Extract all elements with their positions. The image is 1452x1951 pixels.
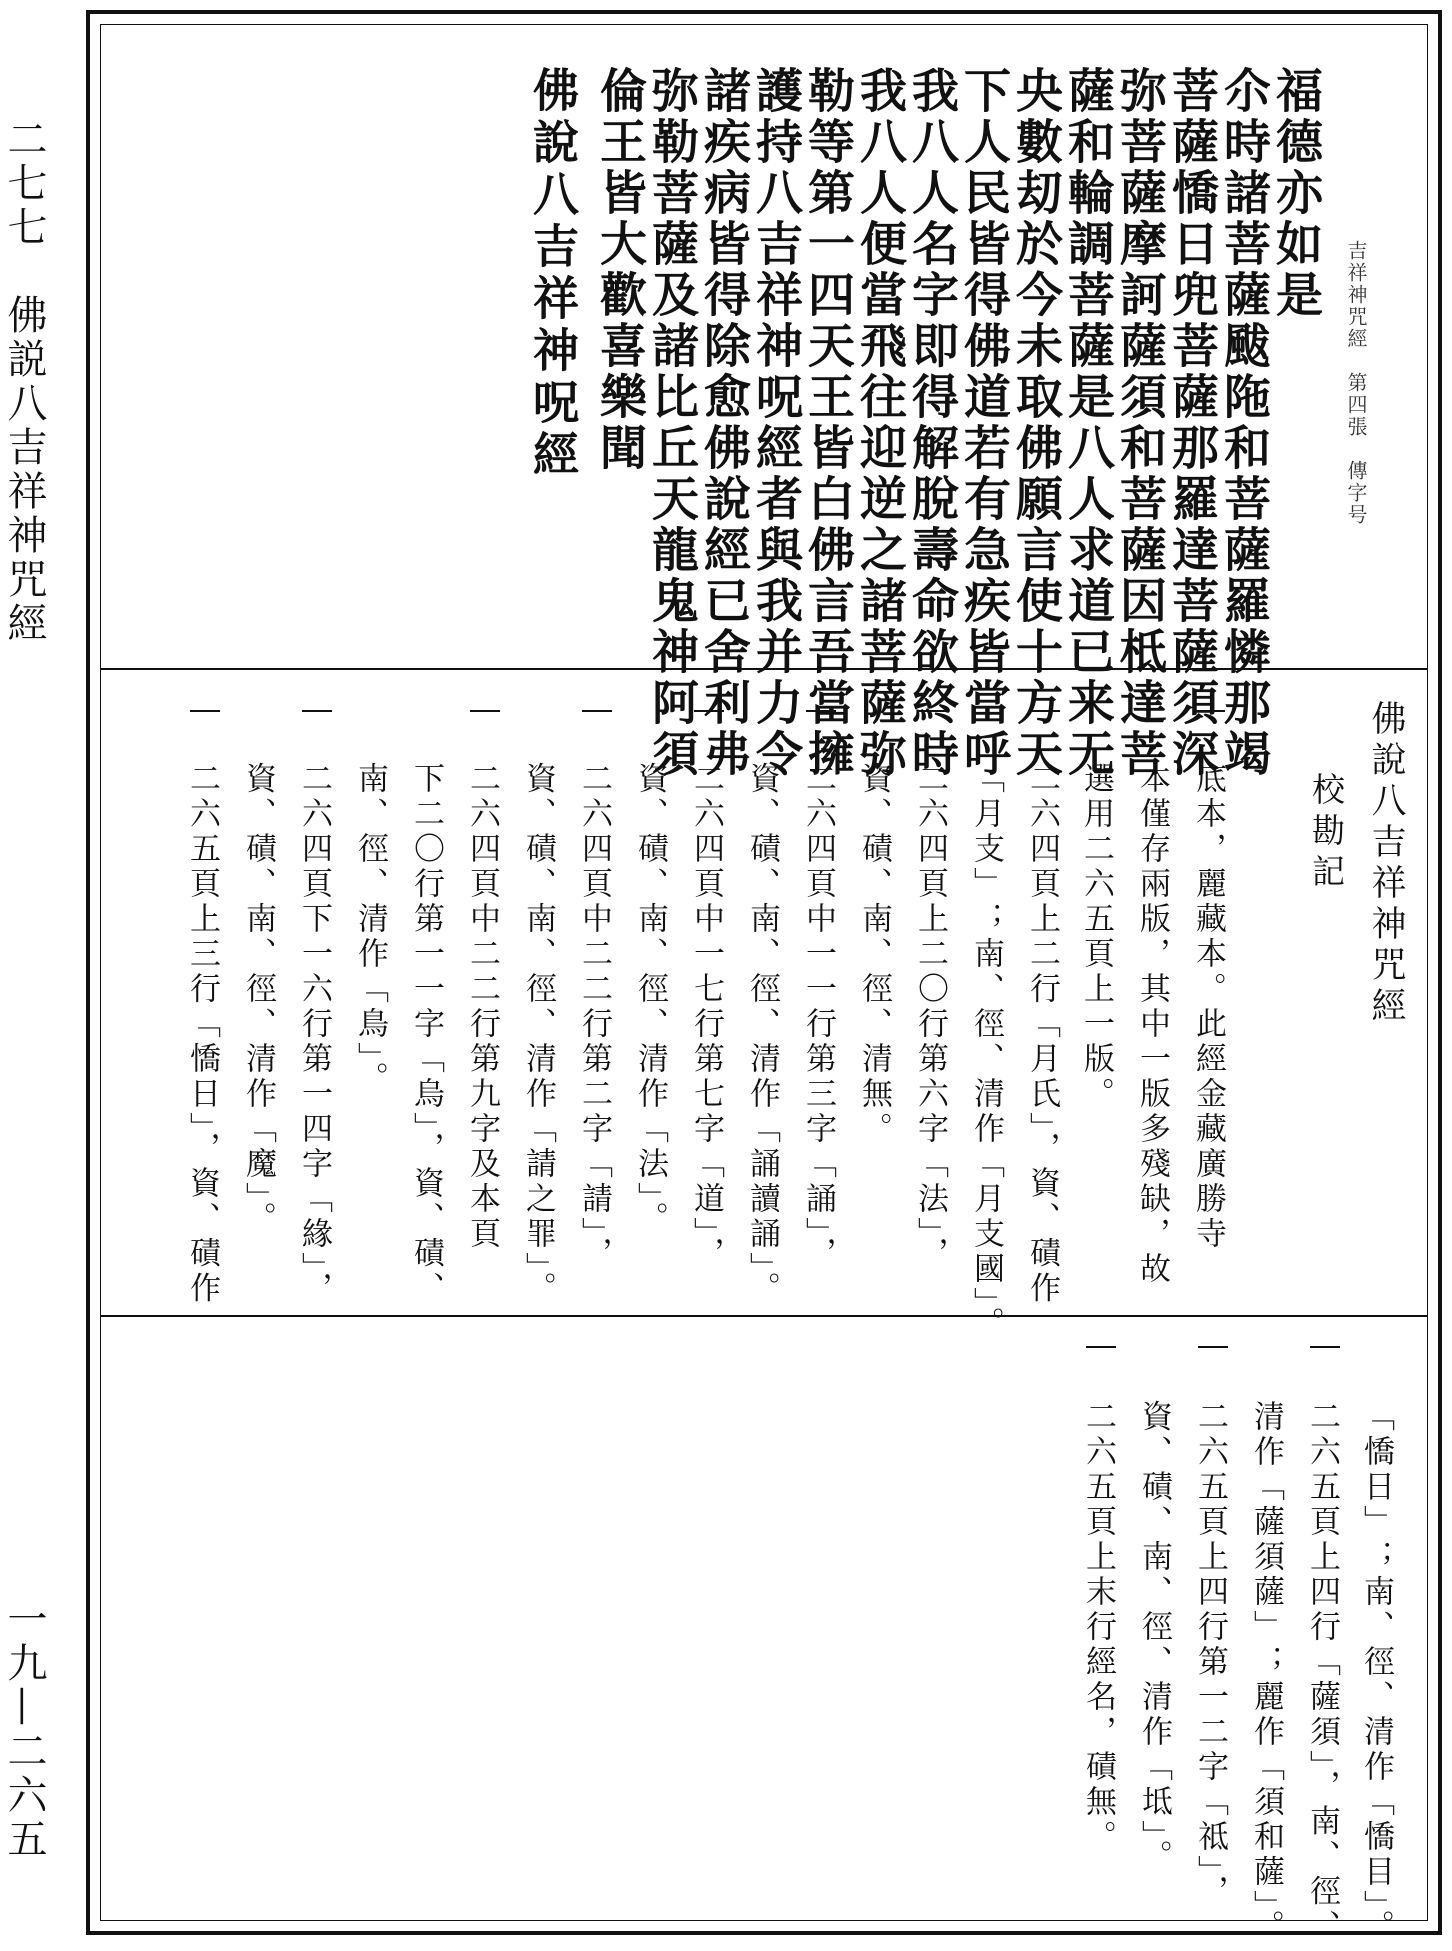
collation-line: 資、磧、南、徑、清作「魔」。 bbox=[240, 762, 276, 1237]
collation-line: 二六五頁上四行第一二字「祗」， bbox=[1192, 1400, 1228, 1910]
sutra-line: 尒時諸菩薩颰陁和菩薩羅憐那竭 bbox=[1216, 66, 1271, 780]
collation-line: 清作「薩須薩」；麗作「須和薩」。 bbox=[1248, 1400, 1284, 1945]
collation-line: 資、磧、南、徑、清作「法」。 bbox=[632, 762, 668, 1237]
sutra-line: 央數刧於今未取佛願言使十方天 bbox=[1008, 66, 1063, 780]
collation-line: 二六四頁中一一行第三字「誦」， bbox=[800, 762, 836, 1272]
collation-line: 資、磧、南、徑、清作「請之罪」。 bbox=[520, 762, 556, 1307]
sutra-end-title: 佛說八吉祥神呪經 bbox=[526, 66, 580, 482]
volume-label: 二七七 佛説八吉祥神咒經 bbox=[1, 118, 47, 646]
collation-line: 「月支」；南、徑、清作「月支國」。 bbox=[968, 762, 1004, 1342]
collation-line: 選用二六五頁上一版。 bbox=[1078, 762, 1114, 1112]
collation-line: 「憍日」；南、徑、清作「憍目」。 bbox=[1358, 1400, 1394, 1945]
collation-line: 二六四頁下一六行第一四字「緣」， bbox=[296, 762, 332, 1307]
handwritten-note: 吉祥神咒經 第四張 傳字号 bbox=[1344, 240, 1368, 526]
sutra-line: 弥菩薩摩訶薩須和菩薩因柢達菩 bbox=[1112, 66, 1167, 780]
sutra-line: 我八人名字即得解脫壽命欲終時 bbox=[904, 66, 959, 780]
collation-line: 資、磧、南、徑、清作「誦讀誦」。 bbox=[744, 762, 780, 1307]
page-number: 一九—二六五 bbox=[1, 1598, 47, 1862]
collation-line: 南、徑、清作「鳥」。 bbox=[352, 762, 388, 1097]
collation-line: 下二〇行第一一字「烏」，資、磧、 bbox=[408, 762, 444, 1307]
collation-line: 二六四頁中二二行第九字及本頁 bbox=[464, 762, 500, 1252]
note-marker bbox=[1195, 710, 1225, 712]
note-marker bbox=[582, 710, 612, 712]
sutra-line: 倫王皆大歡喜樂聞 bbox=[592, 66, 647, 474]
note-marker bbox=[470, 710, 500, 712]
collation-line: 二六四頁中二二行第二字「請」， bbox=[576, 762, 612, 1272]
note-marker bbox=[1310, 1346, 1340, 1348]
sutra-line: 下人民皆得佛道若有急疾皆當呼 bbox=[956, 66, 1011, 780]
collation-line: 二六四頁上二行「月氏」，資、磧作 bbox=[1024, 762, 1060, 1307]
collation-line: 二六四頁中一七行第七字「道」， bbox=[688, 762, 724, 1272]
sutra-line: 勒等第一四天王皆白佛言吾當擁 bbox=[800, 66, 855, 780]
collation-line: 本僅存兩版，其中一版多殘缺，故 bbox=[1134, 762, 1170, 1287]
note-marker bbox=[1030, 710, 1060, 712]
sutra-line: 弥勒菩薩及諸比丘天龍鬼神阿須 bbox=[644, 66, 699, 780]
note-marker bbox=[1086, 1346, 1116, 1348]
collation-line: 二六五頁上四行「薩須」，南、徑、 bbox=[1304, 1400, 1340, 1945]
collation-line: 資、磧、南、徑、清作「坻」。 bbox=[1136, 1400, 1172, 1875]
sutra-line: 護持八吉祥神呪經者與我并力令 bbox=[748, 66, 803, 780]
sutra-line: 諸疾病皆得除愈佛說經已舍利弗 bbox=[696, 66, 751, 780]
collation-line: 底本，麗藏本。此經金藏廣勝寺 bbox=[1190, 762, 1226, 1252]
collation-line: 二六五頁上末行經名，磧無。 bbox=[1080, 1400, 1116, 1855]
sutra-line: 福德亦如是 bbox=[1268, 66, 1323, 321]
sutra-line: 薩和輪調菩薩是八人求道已来无 bbox=[1060, 66, 1115, 780]
section-divider-bottom bbox=[101, 1315, 1427, 1317]
collation-title: 佛說八吉祥神咒經 bbox=[1366, 700, 1406, 1028]
note-marker bbox=[694, 710, 724, 712]
note-marker bbox=[1198, 1346, 1228, 1348]
note-marker bbox=[918, 710, 948, 712]
sutra-line: 我八人便當飛往迎逆之諸菩薩弥 bbox=[852, 66, 907, 780]
note-marker bbox=[190, 710, 220, 712]
collation-line: 二六五頁上三行「憍日」，資、磧作 bbox=[184, 762, 220, 1307]
collation-subtitle: 校勘記 bbox=[1307, 772, 1346, 895]
note-marker bbox=[806, 710, 836, 712]
collation-line: 資、磧、南、徑、清無。 bbox=[856, 762, 892, 1147]
note-marker bbox=[302, 710, 332, 712]
sutra-line: 菩薩憍日兜菩薩那羅達菩薩須深 bbox=[1164, 66, 1219, 780]
collation-line: 二六四頁上二〇行第六字「法」， bbox=[912, 762, 948, 1272]
